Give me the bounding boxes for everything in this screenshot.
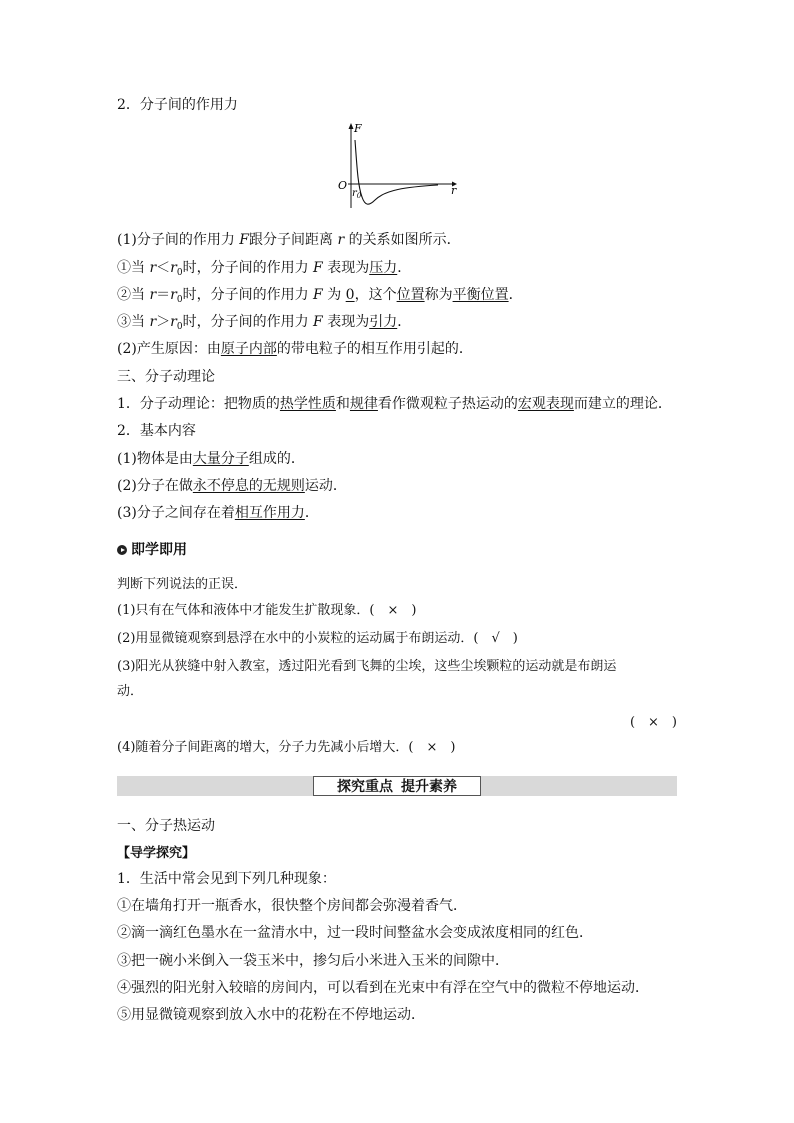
section-banner: [117, 776, 677, 796]
answer-blank: 原子内部: [220, 341, 277, 357]
force-relation-text: (1)分子间的作用力 F跟分子间距离 r 的关系如图所示．: [117, 232, 461, 248]
r0-label: $r_0$: [352, 188, 362, 200]
answer-blank: 规律: [349, 396, 378, 412]
practice-question-cont: 动．: [117, 684, 144, 699]
origin-label: O: [338, 179, 348, 192]
f-axis-label: F: [354, 122, 362, 135]
force-curve: [355, 140, 438, 204]
section-heading: 三、分子动理论: [117, 369, 215, 385]
play-circle-icon: [117, 545, 127, 555]
section-heading: 一、分子热运动: [117, 818, 215, 834]
force-distance-graph: [330, 120, 470, 210]
theory-definition: 1．分子动理论：把物质的热学性质和规律看作微观粒子热运动的宏观表现而建立的理论．: [117, 396, 672, 412]
answer-blank: 平衡位置: [452, 287, 509, 303]
answer-blank: 大量分子: [192, 451, 249, 467]
case-equilibrium: ②当 $r=r_0$时，分子间的作用力 F 为 0，这个位置称为平衡位置．: [117, 287, 523, 305]
answer-blank: 相互作用力: [234, 505, 305, 521]
phenomenon-item: ④强烈的阳光射入较暗的房间内，可以看到在光束中有浮在空气中的微粒不停地运动．: [117, 980, 649, 996]
r-axis-label: r: [451, 184, 457, 197]
phenomenon-item: ①在墙角打开一瓶香水，很快整个房间都会弥漫着香气．: [117, 898, 467, 914]
content-item: (2)分子在做永不停息的无规则运动．: [117, 478, 347, 494]
section-heading: 2．分子间的作用力: [117, 97, 238, 113]
practice-question: (1)只有在气体和液体中才能发生扩散现象．( × ): [117, 603, 417, 618]
practice-question: (4)随着分子间距离的增大，分子力先减小后增大．( × ): [117, 740, 456, 755]
guided-inquiry-tag: 【导学探究】: [117, 846, 196, 861]
answer-blank: 压力: [369, 260, 398, 276]
answer-blank: 0: [345, 287, 355, 303]
origin-of-force: (2)产生原因：由原子内部的带电粒子的相互作用引起的．: [117, 341, 473, 357]
phenomenon-item: ⑤用显微镜观察到放入水中的花粉在不停地运动．: [117, 1007, 425, 1023]
practice-title: 即学即用: [117, 541, 187, 559]
practice-intro: 判断下列说法的正误．: [117, 577, 248, 592]
answer-blank: 位置: [396, 287, 425, 303]
answer-blank: 热学性质: [279, 396, 336, 412]
subsection-heading: 2．基本内容: [117, 423, 196, 439]
content-item: (1)物体是由大量分子组成的．: [117, 451, 305, 467]
practice-question: (3)阳光从狭缝中射入教室，透过阳光看到飞舞的尘埃，这些尘埃颗粒的运动就是布朗运: [117, 659, 617, 674]
content-item: (3)分子之间存在着相互作用力．: [117, 505, 319, 521]
practice-question: (2)用显微镜观察到悬浮在水中的小炭粒的运动属于布朗运动．( √ ): [117, 631, 518, 646]
answer-blank: 永不停息的无规则: [192, 478, 305, 494]
phenomenon-item: ③把一碗小米倒入一袋玉米中，掺匀后小米进入玉米的间隙中．: [117, 953, 509, 969]
answer-blank: 宏观表现: [517, 396, 574, 412]
answer-blank: 引力: [369, 314, 398, 330]
phenomenon-item: ②滴一滴红色墨水在一盆清水中，过一段时间整盆水会变成浓度相同的红色．: [117, 925, 593, 941]
practice-answer: ( × ): [629, 715, 677, 730]
case-attractive: ③当 $r>r_0$时，分子间的作用力 F 表现为引力．: [117, 314, 412, 332]
case-repulsive: ①当 $r<r_0$时，分子间的作用力 F 表现为压力．: [117, 260, 412, 278]
question-intro: 1．生活中常会见到下列几种现象：: [117, 871, 336, 887]
banner-title: 探究重点 提升素养: [313, 776, 481, 796]
y-axis-arrow: [349, 123, 354, 129]
